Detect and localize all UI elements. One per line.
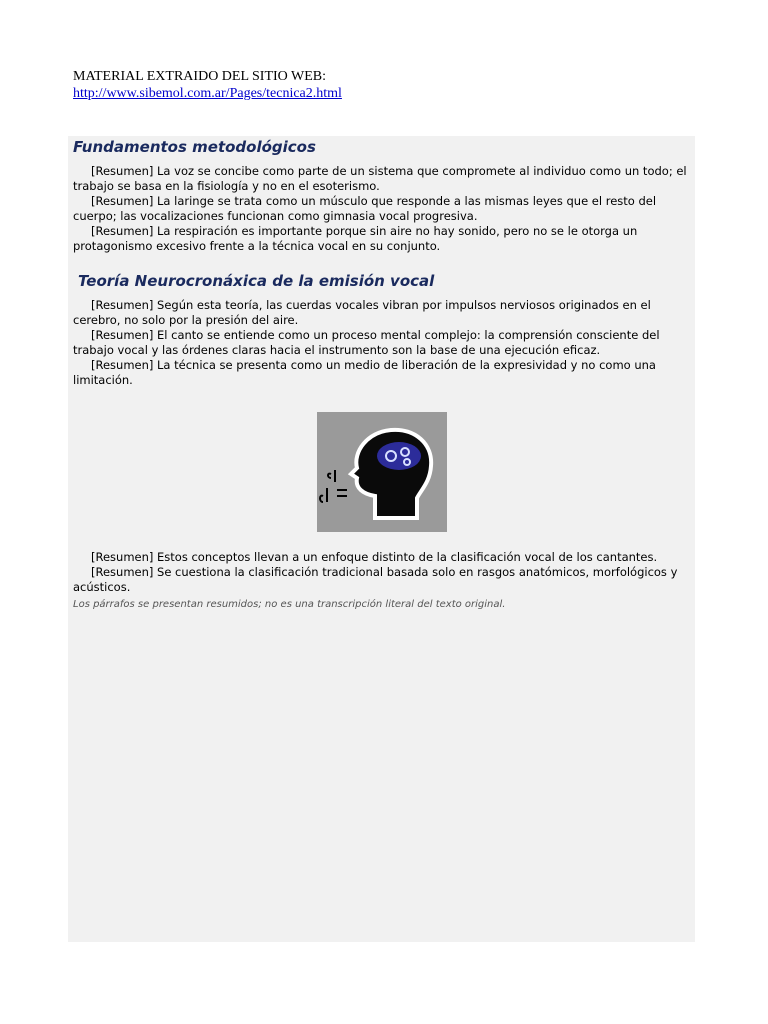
article-panel (68, 136, 695, 942)
paragraph: [Resumen] La laringe se trata como un músculo que responde a las mismas leyes que el resto del cuerpo; las vocalizaciones funcionan como gimnasia vocal progresiva. (73, 194, 657, 223)
paragraph: [Resumen] Estos conceptos llevan a un enfoque distinto de la clasificación vocal de los cantantes. (91, 550, 658, 564)
paragraph: [Resumen] La técnica se presenta como un medio de liberación de la expresividad y no como una limitación. (73, 358, 656, 387)
source-link[interactable]: http://www.sibemol.com.ar/Pages/tecnica2.html (73, 86, 342, 101)
paragraph: [Resumen] La voz se concibe como parte de un sistema que compromete al individuo como un todo; el trabajo se basa en la fisiología y no en el esoterismo. (73, 164, 687, 193)
source-block (73, 68, 342, 102)
paragraph: [Resumen] Se cuestiona la clasificación tradicional basada solo en rasgos anatómicos, morfológicos y acústicos. (73, 565, 678, 594)
paragraph: [Resumen] Según esta teoría, las cuerdas vocales vibran por impulsos nerviosos originados en el cerebro, no solo por la presión del aire. (73, 298, 651, 327)
source-heading: MATERIAL EXTRAIDO DEL SITIO WEB: (73, 69, 327, 84)
singing-head-illustration (317, 412, 447, 532)
paragraph: [Resumen] El canto se entiende como un proceso mental complejo: la comprensión consciente del trabajo vocal y las órdenes claras hacia el instrumento son la base de una ejecución eficaz. (73, 328, 660, 357)
section-title-fundamentos: Fundamentos metodológicos (73, 138, 316, 156)
paragraph: [Resumen] La respiración es importante porque sin aire no hay sonido, pero no se le otorga un protagonismo excesivo frente a la técnica vocal en su conjunto. (73, 224, 638, 253)
section-title-teoria: Teoría Neurocronáxica de la emisión vocal (78, 272, 435, 290)
summary-note: Los párrafos se presentan resumidos; no es una transcripción literal del texto original. (73, 599, 506, 610)
singing-head-icon (317, 412, 447, 532)
